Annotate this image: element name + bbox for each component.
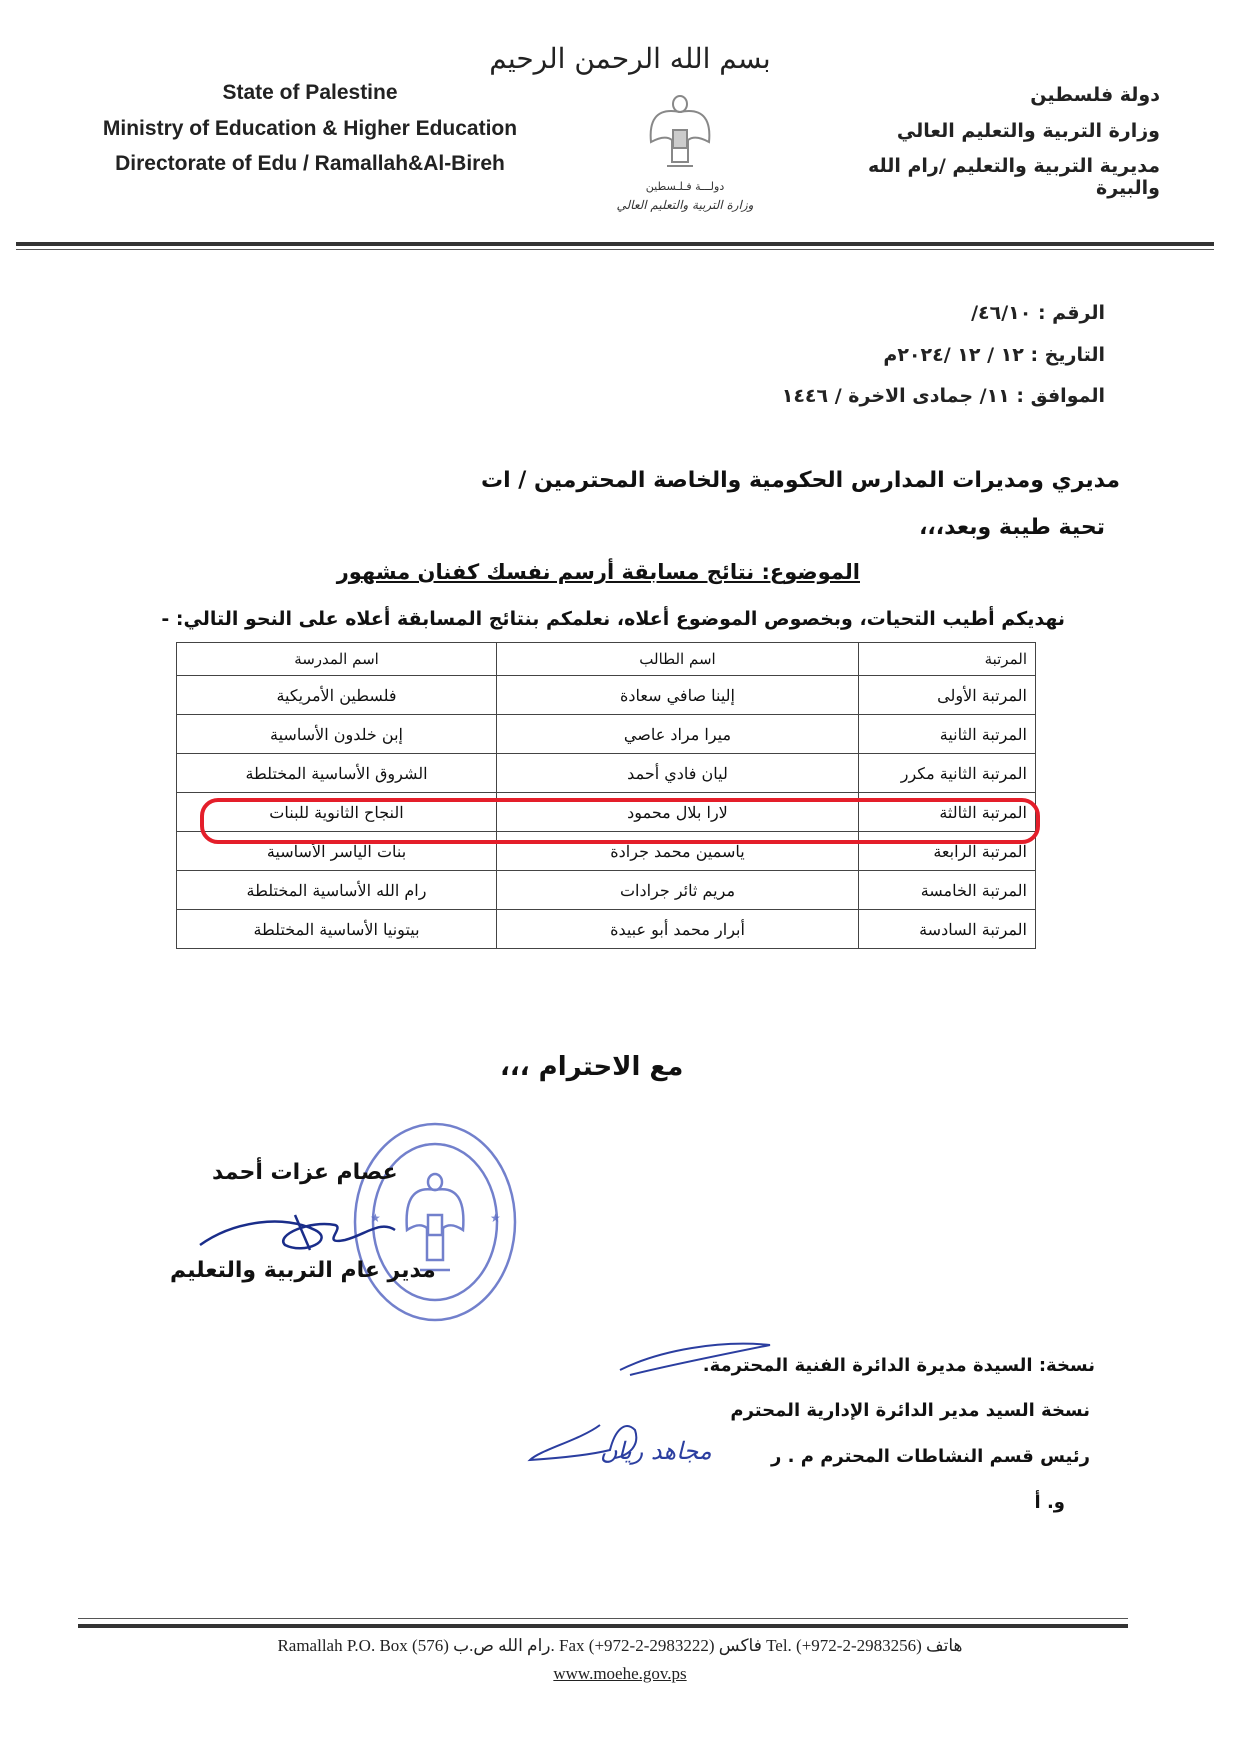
basmala: بسم الله الرحمن الرحيم [489,42,771,75]
addressee: مديري ومديرات المدارس الحكومية والخاصة المحترمين / ات [480,468,1120,493]
student-cell: إلينا صافي سعادة [497,676,859,715]
header-ar-directorate: مديرية التربية والتعليم /رام الله والبيرة [867,155,1160,199]
results-table [176,642,1036,949]
school-cell: إبن خلدون الأساسية [177,715,497,754]
rank-cell: المرتبة الأولى [859,676,1036,715]
footer-website-wrap [0,1664,1240,1684]
footer-rule-thin [78,1618,1128,1619]
rank-cell: المرتبة الثالثة [859,793,1036,832]
handwritten-name: مجاهد ريان [600,1437,712,1465]
footer-contact: Ramallah P.O. Box (576) رام الله ص.ب. Fax (+972-2-2983222) فاكس Tel. (+972-2-2983256) هاتف [277,1636,963,1655]
copy-line-2: نسخة السيد مدير الدائرة الإدارية المحترم [730,1400,1090,1421]
rank-cell: المرتبة السادسة [859,910,1036,949]
footer-rule [78,1624,1128,1628]
school-cell: الشروق الأساسية المختلطة [177,754,497,793]
header-ar-state: دولة فلسطين [1030,84,1160,106]
rank-cell: المرتبة الخامسة [859,871,1036,910]
website-link[interactable]: www.moehe.gov.ps [553,1664,687,1683]
header-student: اسم الطالب [497,643,859,676]
signatory-title: مدير عام التربية والتعليم [170,1258,436,1283]
emblem-line1: دولـــة فـلـسطين [645,180,725,193]
subject: الموضوع: نتائج مسابقة أرسم نفسك كفنان مشهور [336,560,860,584]
closing: مع الاحترام ،،، [500,1052,684,1082]
ref-number: الرقم : ٤٦/١٠/ [971,302,1105,324]
school-cell: بنات الياسر الأساسية [177,832,497,871]
table-row [177,910,1036,949]
greeting: تحية طيبة وبعد،،، [919,515,1105,540]
copy-line-1: نسخة: السيدة مديرة الدائرة الفنية المحترمة. [702,1355,1095,1376]
svg-text:★: ★ [490,1211,501,1225]
header-en-ministry: Ministry of Education & Higher Education [102,117,518,140]
header-rule [16,242,1214,246]
rank-cell: المرتبة الثانية [859,715,1036,754]
school-cell: النجاح الثانوية للبنات [177,793,497,832]
highlight-outline [200,798,1040,844]
school-cell: فلسطين الأمريكية [177,676,497,715]
header-en-directorate: Directorate of Edu / Ramallah&Al-Bireh [115,152,505,175]
copy-line-4: و. أ [1034,1492,1065,1513]
rank-cell: المرتبة الثانية مكرر [859,754,1036,793]
date-gregorian: التاريخ : ١٢ / ١٢ /٢٠٢٤م [883,344,1105,366]
copy-line-3: رئيس قسم النشاطات المحترم م . ر [771,1446,1090,1467]
table-row [177,754,1036,793]
handwritten-initials-icon [520,1330,790,1480]
table-row [177,871,1036,910]
table-row [177,676,1036,715]
table-header-row [177,643,1036,676]
school-cell: رام الله الأساسية المختلطة [177,871,497,910]
header-rank: المرتبة [859,643,1036,676]
student-cell: أبرار محمد أبو عبيدة [497,910,859,949]
intro-text: نهديكم أطيب التحيات، وبخصوص الموضوع أعلاه، نعلمكم بنتائج المسابقة أعلاه على النحو التالي: - [161,608,1065,630]
header-rule-thin [16,249,1214,250]
eagle-emblem-icon [645,92,715,172]
student-cell: ياسمين محمد جرادة [497,832,859,871]
rank-cell: المرتبة الرابعة [859,832,1036,871]
header-en-state: State of Palestine [222,81,398,104]
svg-text:★: ★ [370,1211,381,1225]
student-cell: ليان فادي أحمد [497,754,859,793]
header-school: اسم المدرسة [177,643,497,676]
date-hijri: الموافق : ١١/ جمادى الاخرة / ١٤٤٦ [781,385,1105,407]
student-cell: مريم ثائر جرادات [497,871,859,910]
table-row [177,715,1036,754]
school-cell: بيتونيا الأساسية المختلطة [177,910,497,949]
header-ar-ministry: وزارة التربية والتعليم العالي [896,120,1160,142]
student-cell: ميرا مراد عاصي [497,715,859,754]
student-cell: لارا بلال محمود [497,793,859,832]
emblem-line2: وزارة التربية والتعليم العالي [616,198,754,212]
signatory-name: عصام عزات أحمد [212,1160,398,1185]
